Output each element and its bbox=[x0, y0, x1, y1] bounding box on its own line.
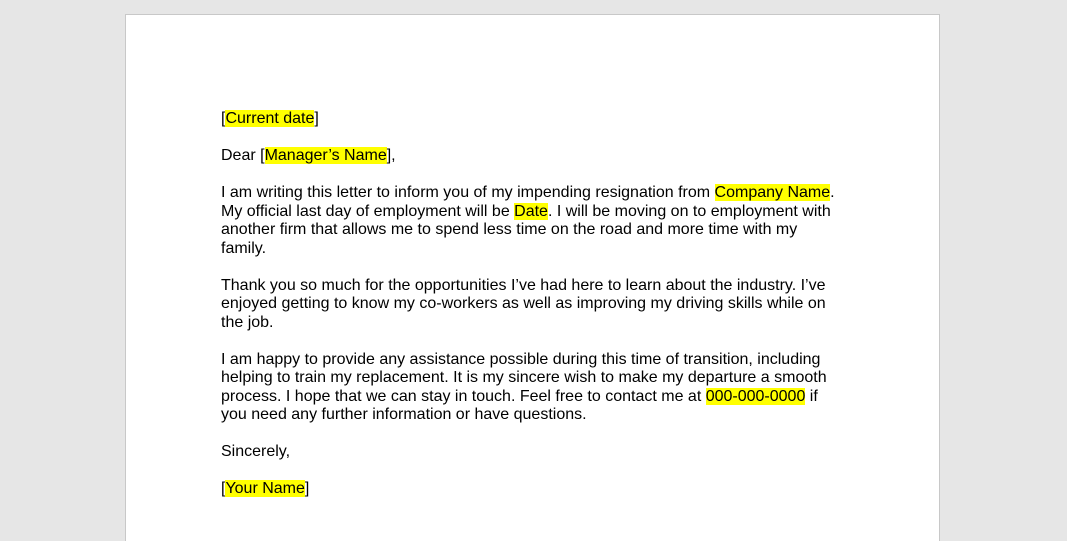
date-line bbox=[221, 110, 846, 129]
greeting-line bbox=[221, 147, 846, 166]
last-day-date-placeholder[interactable]: Date bbox=[514, 202, 548, 220]
date-close-bracket: ] bbox=[314, 110, 319, 127]
paragraph3-text-end: if you need any further information or have questions. bbox=[221, 387, 818, 423]
signature-close-bracket: ] bbox=[304, 480, 310, 497]
closing-text: Sincerely, bbox=[221, 443, 291, 460]
closing-line bbox=[221, 443, 846, 462]
phone-number-placeholder[interactable]: 000-000-0000 bbox=[705, 387, 806, 405]
paragraph3-text-start: I am happy to provide any assistance possible during this time of transition, including helping to train my replacement. It is my sincere wish to make my departure a smooth process. I hope that we can stay in touch. Feel free to contact me at bbox=[221, 350, 827, 405]
manager-name-placeholder[interactable]: Manager’s Name bbox=[264, 147, 387, 164]
paragraph2-text: Thank you so much for the opportunities I’ve had here to learn about the industry. I’ve enjoyed getting to know my co-workers as well as improving my driving skills while on the job. bbox=[221, 276, 826, 331]
resignation-paragraph bbox=[221, 184, 846, 258]
greeting-suffix: ], bbox=[386, 147, 396, 164]
paragraph1-text-end: . I will be moving on to employment with another firm that allows me to spend less time on the road and more time with my family. bbox=[221, 202, 831, 257]
signature-open-bracket: [ bbox=[221, 480, 226, 497]
signature-line bbox=[221, 480, 846, 499]
greeting-prefix: Dear [ bbox=[221, 147, 265, 164]
paragraph1-text-middle: . My official last day of employment will be bbox=[221, 184, 835, 220]
paragraph1-text-start: I am writing this letter to inform you of my impending resignation from bbox=[221, 184, 715, 201]
thanks-paragraph bbox=[221, 277, 846, 333]
current-date-placeholder[interactable]: Current date bbox=[225, 110, 315, 127]
date-open-bracket: [ bbox=[221, 110, 226, 127]
document-page[interactable] bbox=[125, 14, 940, 541]
company-name-placeholder[interactable]: Company Name bbox=[714, 184, 831, 201]
letter-body[interactable] bbox=[221, 110, 846, 517]
assistance-paragraph bbox=[221, 351, 846, 425]
your-name-placeholder[interactable]: Your Name bbox=[225, 480, 305, 497]
